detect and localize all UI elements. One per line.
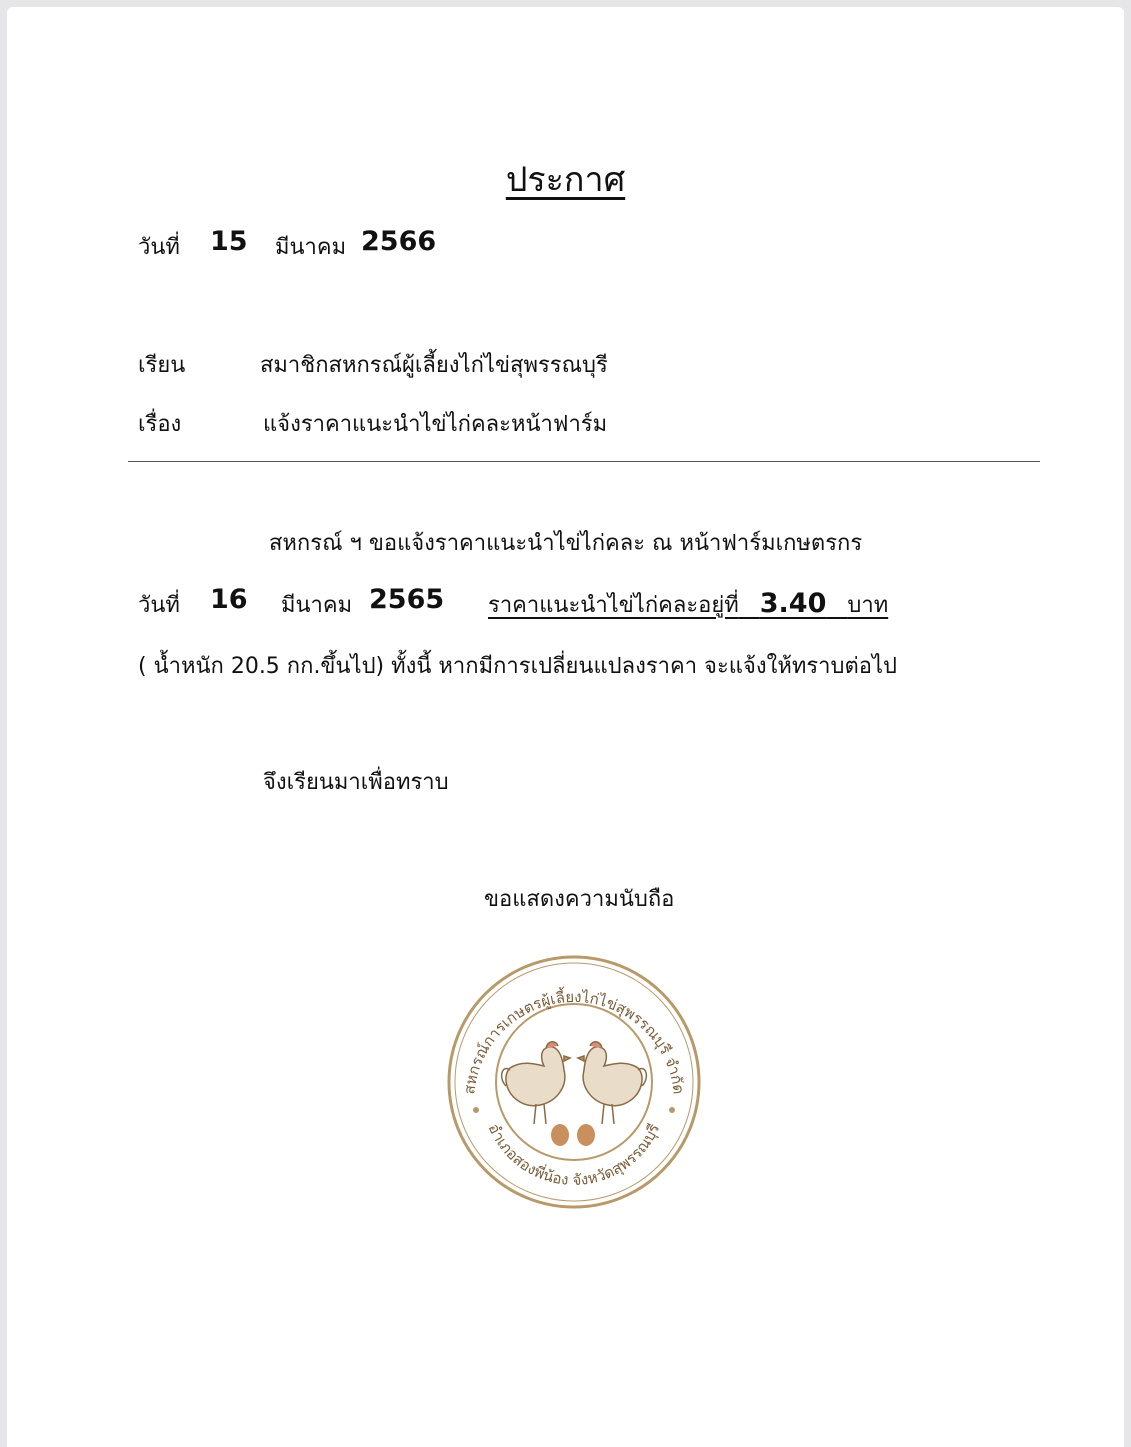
seal-top-text: สหกรณ์การเกษตรผู้เลี้ยงไก่ไข่สุพรรณบุรี จำกัด bbox=[460, 987, 688, 1096]
line2-day: 16 bbox=[210, 584, 248, 615]
date-day: 15 bbox=[210, 226, 248, 257]
price-statement bbox=[488, 587, 892, 622]
date-label: วันที่ bbox=[138, 235, 180, 260]
subject-label: เรื่อง bbox=[138, 412, 182, 437]
egg-icon bbox=[577, 1124, 595, 1146]
left-hen-icon bbox=[502, 1042, 570, 1124]
closing-text: จึงเรียนมาเพื่อทราบ bbox=[263, 770, 449, 795]
body-line-1: สหกรณ์ ฯ ขอแจ้งราคาแนะนำไข่ไก่คละ ณ หน้าฟาร์มเกษตรกร bbox=[269, 531, 863, 556]
to-label: เรียน bbox=[138, 353, 186, 378]
line2-date-label: วันที่ bbox=[138, 593, 180, 618]
price-value: 3.40 bbox=[759, 588, 827, 619]
svg-text:อำเภอสองพี่น้อง จังหวัดสุพรรณบ bbox=[485, 1121, 664, 1189]
line2-year: 2565 bbox=[369, 584, 445, 615]
cooperative-seal bbox=[444, 952, 704, 1212]
regards-text: ขอแสดงความนับถือ bbox=[484, 887, 675, 912]
line2-month: มีนาคม bbox=[281, 593, 353, 618]
divider-line bbox=[128, 461, 1040, 462]
price-unit: บาท bbox=[847, 593, 889, 618]
svg-text:สหกรณ์การเกษตรผู้เลี้ยงไก่ไข่ส bbox=[460, 986, 687, 1095]
seal-bottom-text: อำเภอสองพี่น้อง จังหวัดสุพรรณบุรี bbox=[484, 1120, 664, 1190]
document-page bbox=[7, 7, 1124, 1447]
date-year: 2566 bbox=[361, 226, 437, 257]
subject-value: แจ้งราคาแนะนำไข่ไก่คละหน้าฟาร์ม bbox=[263, 412, 608, 437]
date-month: มีนาคม bbox=[275, 235, 347, 260]
price-label: ราคาแนะนำไข่ไก่คละอยู่ที่ bbox=[488, 593, 739, 618]
document-title: ประกาศ bbox=[505, 160, 626, 200]
body-line-3: ( น้ำหนัก 20.5 กก.ขึ้นไป) ทั้งนี้ หากมีการเปลี่ยนแปลงราคา จะแจ้งให้ทราบต่อไป bbox=[138, 654, 897, 679]
right-hen-icon bbox=[578, 1042, 646, 1124]
egg-icon bbox=[551, 1124, 569, 1146]
to-value: สมาชิกสหกรณ์ผู้เลี้ยงไก่ไข่สุพรรณบุรี bbox=[260, 353, 608, 378]
